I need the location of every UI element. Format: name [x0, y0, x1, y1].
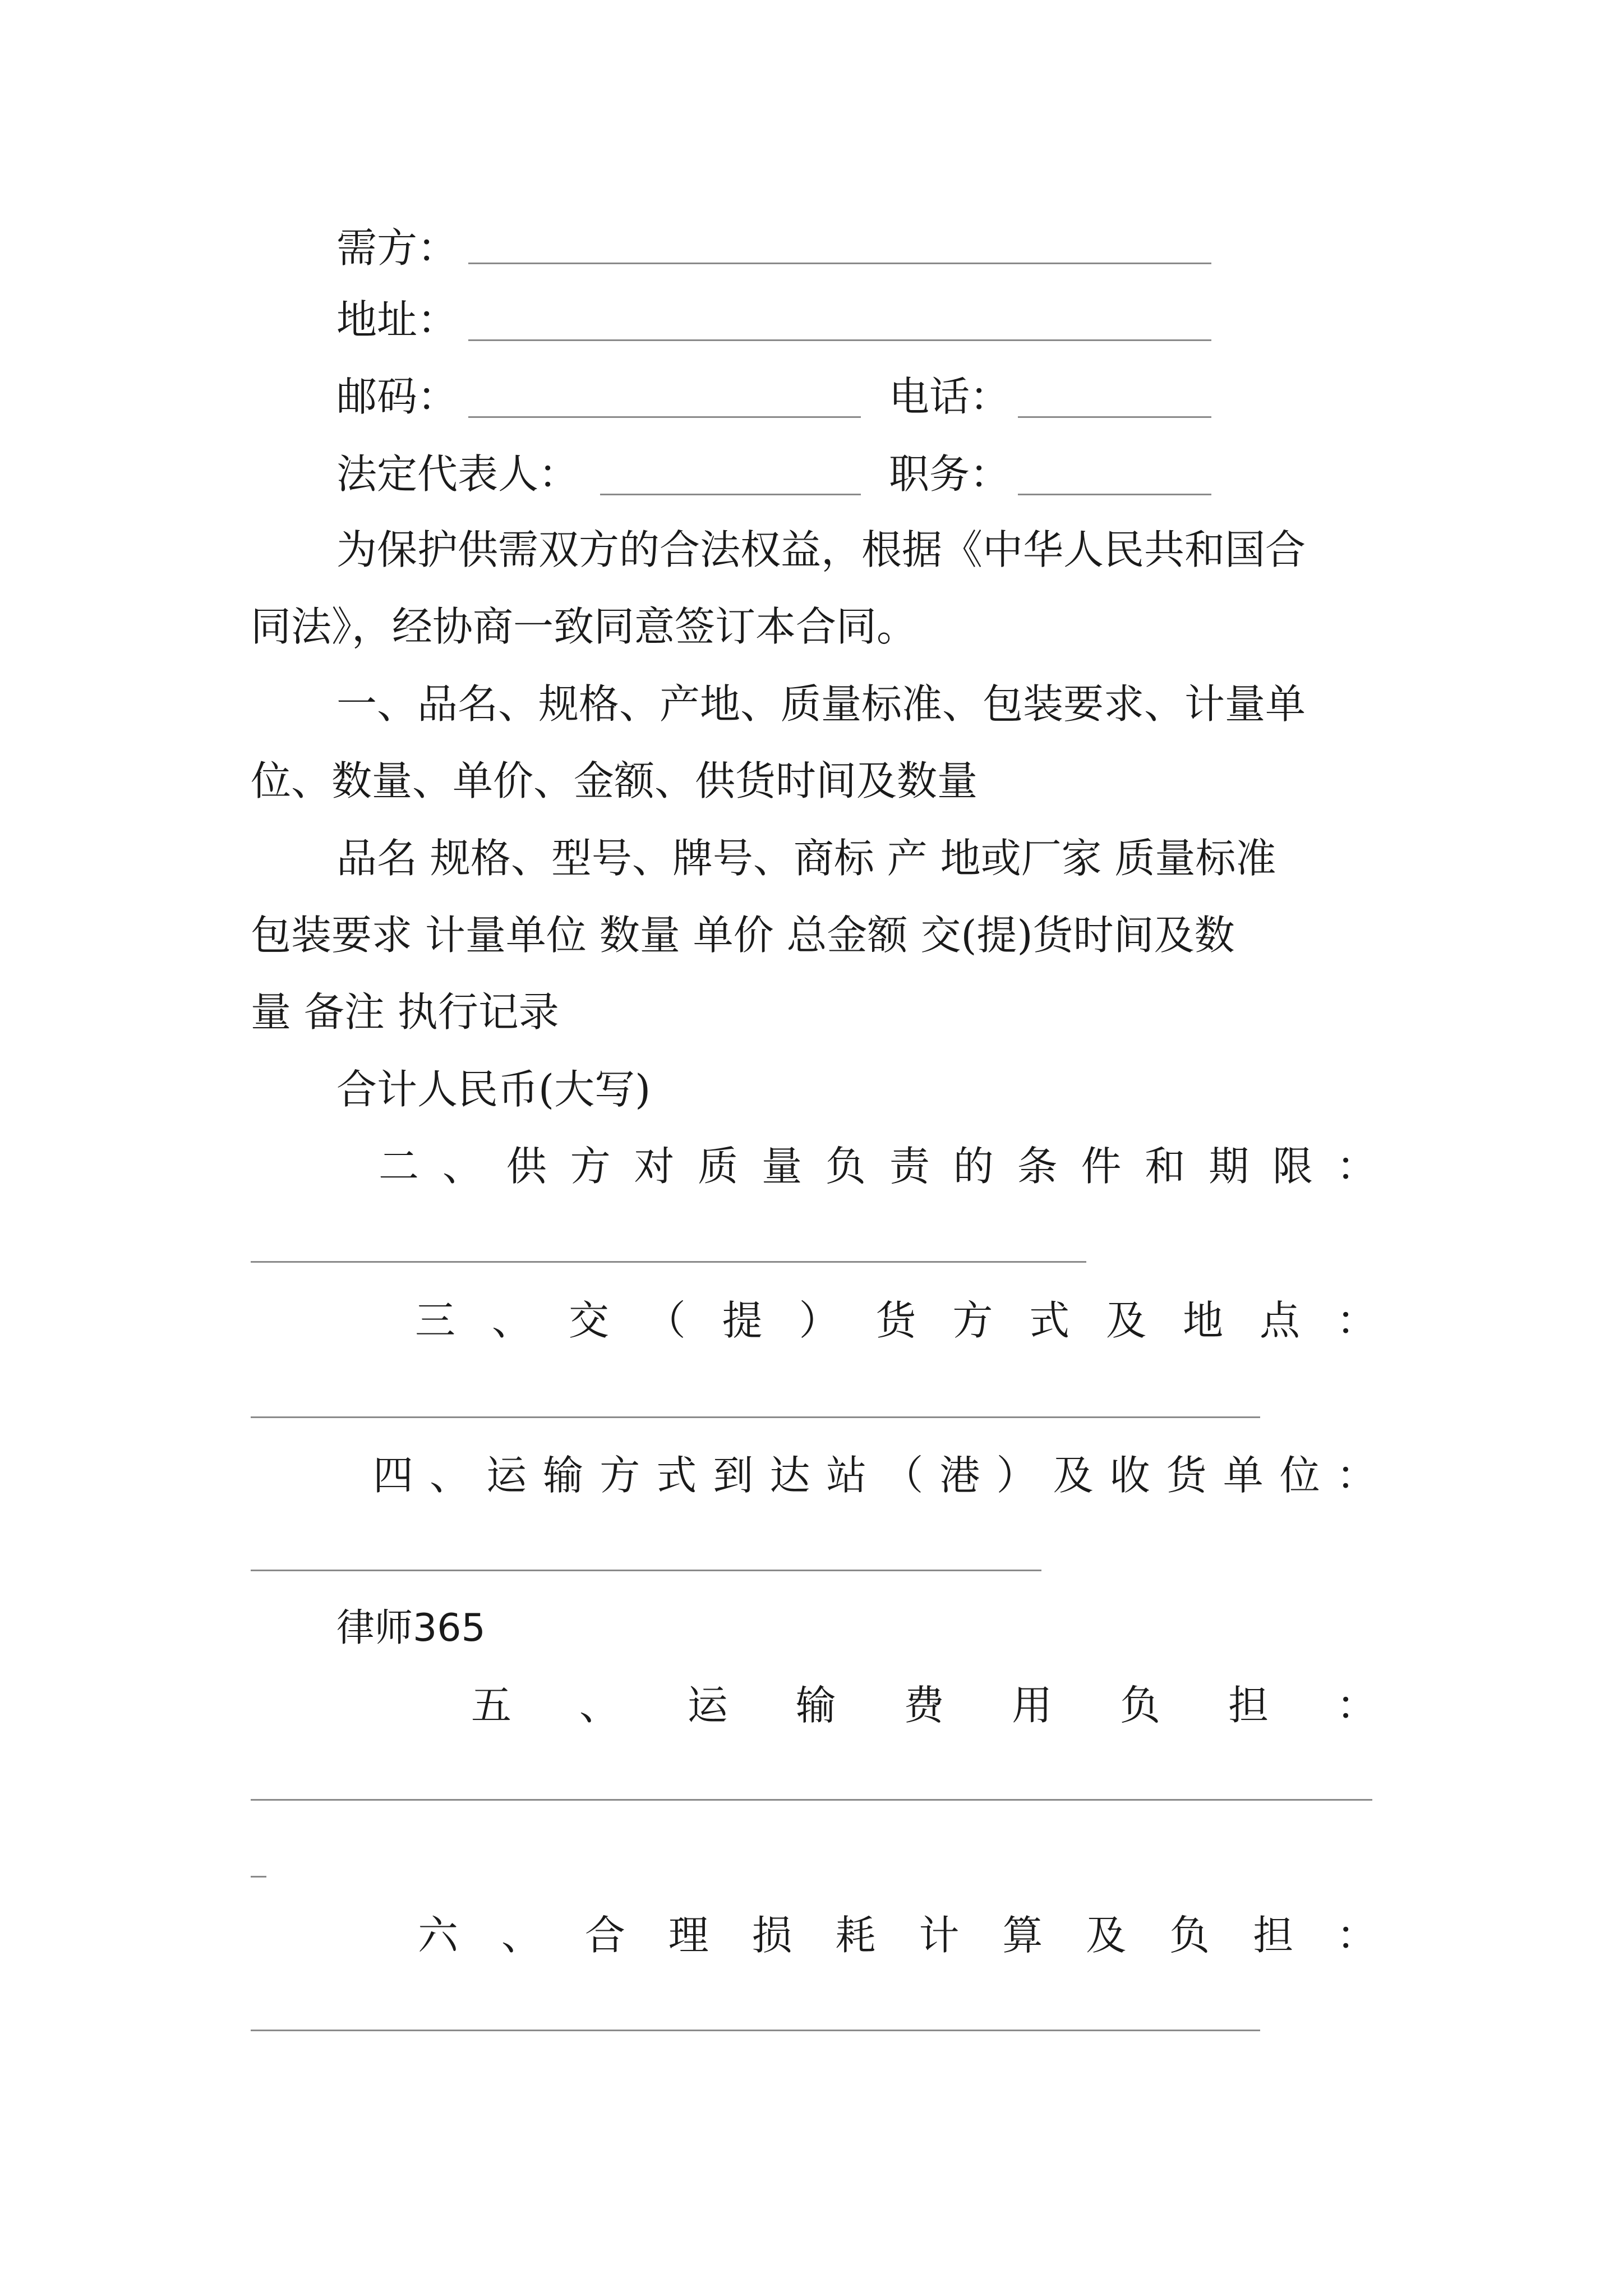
section-4-char: 运	[486, 1452, 527, 1499]
section-2-char: 二	[379, 1143, 419, 1190]
section-2-char: ：	[1336, 1143, 1377, 1190]
section-5-heading	[471, 1683, 1377, 1728]
section-5-char: 运	[687, 1682, 728, 1729]
section-3-char: 方	[952, 1297, 993, 1344]
section-5-field-line-continuation[interactable]	[251, 1876, 266, 1878]
section-4-char: 单	[1223, 1452, 1264, 1499]
table-header-line-2: 包装要求 计量单位 数量 单价 总金额 交(提)货时间及数	[251, 912, 1235, 959]
section-1-line-1: 一、品名、规格、产地、质量标准、包装要求、计量单	[336, 680, 1306, 728]
section-6-char: 及	[1086, 1912, 1127, 1959]
section-5-char: 担	[1228, 1682, 1269, 1729]
table-header-line-1: 品名 规格、型号、牌号、商标 产 地或厂家 质量标准	[336, 835, 1276, 882]
address-label: 地址：	[336, 296, 458, 343]
section-6-char: 负	[1169, 1912, 1210, 1959]
watermark-text: 律师365	[336, 1606, 486, 1650]
section-2-char: 期	[1209, 1143, 1249, 1190]
section-2-field-line[interactable]	[251, 1261, 1086, 1263]
section-3-char: 及	[1106, 1297, 1147, 1344]
section-5-field-line[interactable]	[251, 1799, 1372, 1801]
section-4-char: 货	[1166, 1452, 1207, 1499]
section-5-char: 用	[1012, 1682, 1053, 1729]
section-5-char: 五	[471, 1682, 512, 1729]
position-label: 职务：	[889, 450, 1011, 498]
section-2-char: 对	[634, 1143, 675, 1190]
section-2-char: 件	[1081, 1143, 1122, 1190]
legal-rep-field-line[interactable]	[600, 494, 861, 495]
section-5-char: 费	[903, 1682, 944, 1729]
section-2-char: 条	[1017, 1143, 1058, 1190]
section-2-char: 方	[570, 1143, 611, 1190]
section-3-char: 货	[875, 1297, 916, 1344]
section-2-char: 质	[698, 1143, 739, 1190]
section-4-char: ）	[996, 1452, 1037, 1499]
table-header-line-3: 量 备注 执行记录	[251, 988, 559, 1036]
section-5-char: ：	[1336, 1682, 1377, 1729]
section-3-char: 提	[722, 1297, 763, 1344]
section-3-char: 三	[415, 1297, 456, 1344]
legal-rep-label: 法定代表人：	[336, 450, 579, 498]
section-3-char: （	[645, 1297, 686, 1344]
section-2-char: 和	[1145, 1143, 1186, 1190]
buyer-field-line[interactable]	[468, 263, 1211, 264]
section-4-char: 式	[656, 1452, 697, 1499]
section-6-char: 合	[584, 1912, 625, 1959]
section-3-char: ）	[799, 1297, 840, 1344]
section-6-char: ：	[1336, 1912, 1377, 1959]
section-2-char: 限	[1272, 1143, 1313, 1190]
section-4-char: 达	[769, 1452, 810, 1499]
section-4-char: 输	[543, 1452, 584, 1499]
section-4-char: 、	[430, 1452, 471, 1499]
section-6-char: 六	[418, 1912, 459, 1959]
phone-field-line[interactable]	[1018, 416, 1211, 418]
section-6-char: 算	[1002, 1912, 1043, 1959]
section-3-char: ：	[1336, 1297, 1377, 1344]
section-2-char: 量	[762, 1143, 803, 1190]
intro-line-1: 为保护供需双方的合法权益，根据《中华人民共和国合	[336, 526, 1306, 573]
intro-line-2: 同法》，经协商一致同意签订本合同。	[251, 603, 917, 650]
section-2-char: 负	[826, 1143, 866, 1190]
address-field-line[interactable]	[468, 339, 1211, 341]
section-3-field-line[interactable]	[251, 1416, 1260, 1418]
section-4-char: 站	[826, 1452, 867, 1499]
section-4-char: 四	[373, 1452, 414, 1499]
section-4-char: 到	[713, 1452, 754, 1499]
section-3-char: 地	[1183, 1297, 1224, 1344]
section-3-char: 点	[1259, 1297, 1300, 1344]
buyer-label: 需方：	[336, 224, 458, 272]
section-4-char: （	[883, 1452, 924, 1499]
section-1-line-2: 位、数量、单价、金额、供货时间及数量	[251, 757, 978, 804]
section-6-field-line[interactable]	[251, 2030, 1260, 2031]
total-label: 合计人民币(大写)	[336, 1066, 651, 1113]
section-4-heading	[373, 1453, 1377, 1498]
postcode-field-line[interactable]	[468, 416, 861, 418]
section-3-char: 交	[568, 1297, 609, 1344]
section-3-char: 、	[491, 1297, 532, 1344]
section-6-char: 损	[751, 1912, 792, 1959]
section-2-char: 、	[442, 1143, 483, 1190]
section-4-field-line[interactable]	[251, 1570, 1041, 1571]
phone-label: 电话：	[889, 373, 1011, 420]
section-6-char: 、	[501, 1912, 542, 1959]
section-2-char: 责	[889, 1143, 930, 1190]
section-4-char: ：	[1336, 1452, 1377, 1499]
section-2-char: 供	[506, 1143, 547, 1190]
section-6-char: 担	[1253, 1912, 1294, 1959]
section-4-char: 方	[600, 1452, 640, 1499]
section-3-char: 式	[1029, 1297, 1070, 1344]
section-5-char: 输	[795, 1682, 836, 1729]
section-4-char: 及	[1053, 1452, 1094, 1499]
postcode-label: 邮码：	[336, 373, 458, 420]
section-2-heading	[379, 1144, 1377, 1189]
section-6-char: 理	[668, 1912, 709, 1959]
section-6-heading	[418, 1913, 1377, 1958]
section-4-char: 位	[1279, 1452, 1320, 1499]
section-6-char: 耗	[835, 1912, 876, 1959]
section-4-char: 收	[1109, 1452, 1150, 1499]
section-2-char: 的	[953, 1143, 994, 1190]
position-field-line[interactable]	[1018, 494, 1211, 495]
section-5-char: 、	[579, 1682, 620, 1729]
section-3-heading	[415, 1298, 1377, 1343]
section-5-char: 负	[1120, 1682, 1161, 1729]
section-6-char: 计	[919, 1912, 960, 1959]
section-4-char: 港	[939, 1452, 980, 1499]
